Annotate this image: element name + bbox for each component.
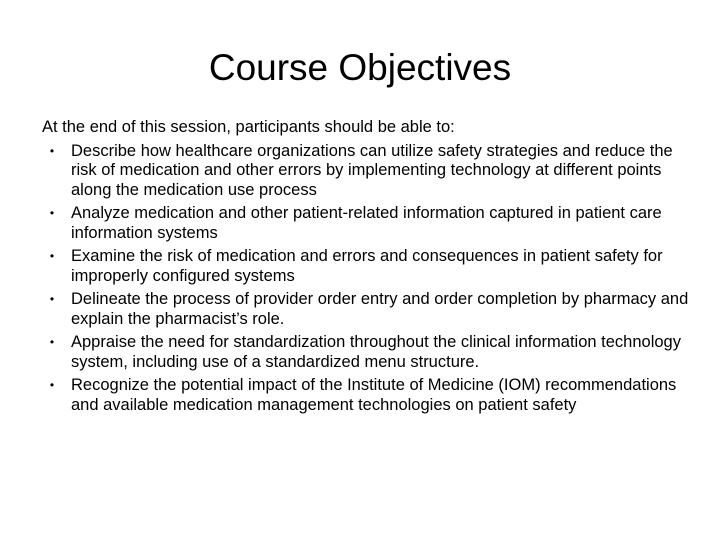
objective-text: Recognize the potential impact of the Institute of Medicine (IOM) recommendations and available medication management technologies on patient safety <box>71 376 677 414</box>
bullet-icon: • <box>49 378 55 392</box>
objective-item <box>42 142 692 201</box>
objective-item <box>42 333 692 372</box>
objective-item <box>42 376 692 415</box>
bullet-icon: • <box>49 292 55 306</box>
bullet-icon: • <box>49 143 55 158</box>
slide-title: Course Objectives <box>208 47 512 88</box>
objective-text: Examine the risk of medication and errors and consequences in patient safety for improperly configured systems <box>71 247 663 285</box>
objective-item <box>42 247 692 286</box>
bullet-icon: • <box>49 335 55 349</box>
objective-item <box>42 290 692 329</box>
objective-text: Delineate the process of provider order entry and order completion by pharmacy and explain the pharmacist’s role. <box>71 290 689 328</box>
objective-text: Describe how healthcare organizations can utilize safety strategies and reduce the risk of medication and other errors by implementing technology at different points along the medication use process <box>71 141 673 199</box>
objectives-list <box>42 142 692 416</box>
objective-text: Appraise the need for standardization throughout the clinical information technology system, including use of a standardized menu structure. <box>71 333 681 371</box>
objective-text: Analyze medication and other patient-related information captured in patient care information systems <box>71 204 662 242</box>
intro-text: At the end of this session, participants should be able to: <box>42 118 455 136</box>
bullet-icon: • <box>49 249 55 263</box>
bullet-icon: • <box>49 206 55 220</box>
slide-body <box>42 118 692 419</box>
objective-item <box>42 204 692 243</box>
